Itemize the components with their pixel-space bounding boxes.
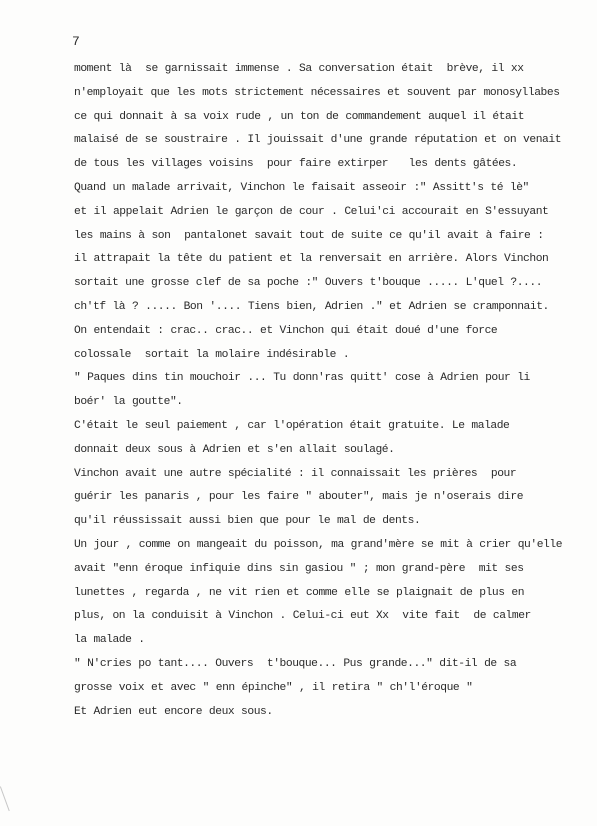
text-line: plus, on la conduisit à Vinchon . Celui-ci eut Xx vite fait de calmer — [74, 610, 531, 623]
text-line: les mains à son pantalonet savait tout de suite ce qu'il avait à faire : — [74, 229, 544, 242]
text-line: boér' la goutte". — [74, 396, 183, 409]
text-line: ce qui donnait à sa voix rude , un ton de commandement auquel il était — [74, 110, 525, 123]
text-line: colossale sortait la molaire indésirable . — [74, 348, 350, 361]
text-line: de tous les villages voisins pour faire extirper les dents gâtées. — [74, 158, 518, 171]
text-line: malaisé de se soustraire . Il jouissait d'une grande réputation et on venait — [74, 134, 562, 147]
text-line: Un jour , comme on mangeait du poisson, ma grand'mère se mit à crier qu'elle — [74, 538, 563, 551]
text-line: C'était le seul paiement , car l'opération était gratuite. Le malade — [74, 419, 510, 432]
text-line: moment là se garnissait immense . Sa conversation était brève, il xx — [74, 63, 524, 75]
text-line: n'employait que les mots strictement nécessaires et souvent par monosyllabes — [74, 86, 560, 99]
text-line: il attrapait la tête du patient et la renversait en arrière. Alors Vinchon — [74, 253, 549, 266]
margin-mark — [0, 783, 19, 811]
text-line: la malade . — [74, 634, 145, 647]
text-line: Quand un malade arrivait, Vinchon le faisait asseoir :" Assitt's té lè" — [74, 181, 529, 194]
body-text — [74, 58, 579, 724]
text-line: lunettes , regarda , ne vit rien et comme elle se plaignait de plus en — [74, 586, 525, 599]
page-number: 7 — [72, 34, 81, 49]
text-line: avait "enn éroque infiquie dins sin gasiou " ; mon grand-père mit ses — [74, 562, 524, 575]
text-line: et il appelait Adrien le garçon de cour . Celui'ci accourait en S'essuyant — [74, 205, 549, 218]
text-line: grosse voix et avec " enn épinche" , il retira " ch'l'éroque " — [74, 681, 473, 694]
text-line: qu'il réussissait aussi bien que pour le mal de dents. — [74, 515, 421, 528]
text-line: Vinchon avait une autre spécialité : il connaissait les prières pour — [74, 467, 517, 480]
text-line: " Paques dins tin mouchoir ... Tu donn'ras quitt' cose à Adrien pour li — [74, 372, 530, 385]
text-line: " N'cries po tant.... Ouvers t'bouque... Pus grande..." dit-il de sa — [74, 657, 517, 670]
text-line: ch'tf là ? ..... Bon '.... Tiens bien, Adrien ." et Adrien se cramponnait. — [74, 300, 549, 313]
text-line: sortait une grosse clef de sa poche :" Ouvers t'bouque ..... L'quel ?.... — [74, 277, 543, 290]
text-line: Et Adrien eut encore deux sous. — [74, 705, 273, 718]
text-line: On entendait : crac.. crac.. et Vinchon qui était doué d'une force — [74, 324, 498, 337]
text-line: donnait deux sous à Adrien et s'en allait soulagé. — [74, 443, 395, 456]
text-line: guérir les panaris , pour les faire " abouter", mais je n'oserais dire — [74, 491, 524, 504]
